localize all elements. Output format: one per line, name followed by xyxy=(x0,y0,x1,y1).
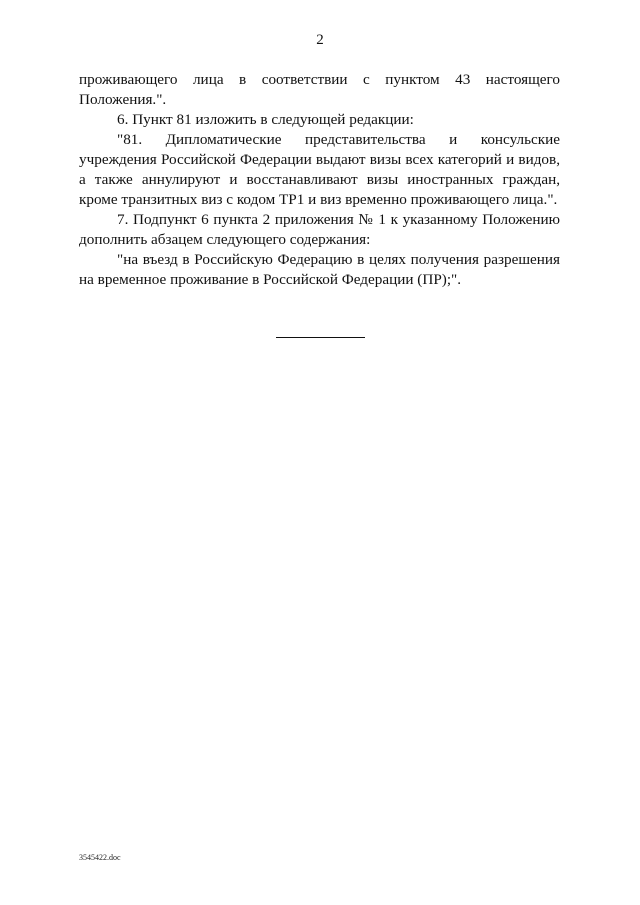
paragraph-item-6: 6. Пункт 81 изложить в следующей редакции: xyxy=(117,111,414,128)
end-divider xyxy=(276,337,365,338)
footer-doc-id: 3545422.doc xyxy=(79,853,121,862)
paragraph-continuation: проживающего лица в соответствии с пунктом 43 настоящего Положения.". xyxy=(79,71,560,108)
paragraph-item-7: 7. Подпункт 6 пункта 2 приложения № 1 к указанному Положению дополнить абзацем следующего содержания: xyxy=(79,211,560,248)
paragraph-quote-81: "81. Дипломатические представительства и консульские учреждения Российской Федерации выдают визы всех категорий и видов, а также аннулируют и восстанавливают визы иностранных граждан, кроме транзитных виз с кодом ТР1 и виз временно проживающего лица.". xyxy=(79,131,560,208)
page-number: 2 xyxy=(316,32,324,48)
document-body xyxy=(79,70,560,290)
paragraph-quote-pr: "на въезд в Российскую Федерацию в целях получения разрешения на временное проживание в Российской Федерации (ПР);". xyxy=(79,251,560,288)
